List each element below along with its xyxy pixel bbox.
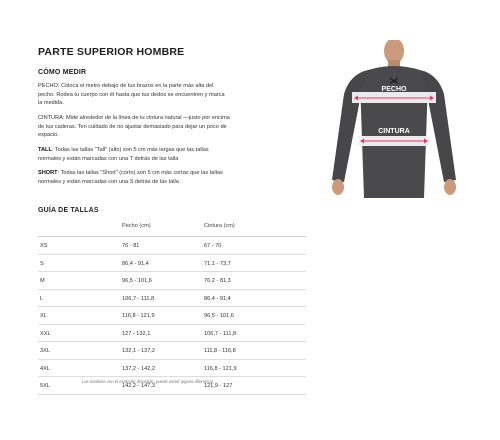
chest-cell: 132,1 - 137,2 [122,348,155,354]
size-cell: 3XL [40,348,50,354]
short-instructions [38,169,300,186]
waist-cell: 106,7 - 111,8 [204,330,237,337]
waist-cell: 76,2 - 81,3 [204,278,231,284]
size-cell: S [40,260,44,267]
size-table [38,222,306,395]
chest-cell: 127 - 132,1 [122,330,151,337]
model-photo [328,40,460,198]
short-line-1: normales y están marcadas con una S detrás de las talla [38,178,179,185]
chest-instructions [38,82,300,108]
size-cell: M [40,278,45,284]
table-row [38,307,306,325]
waist-line-1: de tus caderas. Ten cuidado de no ajustar demasiado para dejar un poco de [38,123,227,130]
chest-label: PECHO: [38,83,60,89]
size-cell: XS [40,243,48,249]
table-row [38,325,306,343]
chest-cell: 106,7 - 111,8 [122,295,155,302]
chest-cell: 76 - 81 [122,243,140,249]
tall-instructions [38,146,300,163]
tall-label: TALL [38,147,52,153]
col-header-chest: Pecho (cm) [122,223,151,229]
size-cell: L [40,295,44,302]
left-hand [332,179,344,195]
chest-line-2: la medida. [38,100,64,107]
waist-cell: 86,4 - 91,4 [204,295,231,302]
size-cell: 5XL [40,383,50,389]
size-guide-heading: GUÍA DE TALLAS [38,207,99,214]
tall-line-1: normales y están marcadas con una T detrás de las talla [38,155,179,162]
chest-cell: 137,2 - 142,2 [122,365,155,372]
waist-cell: 71,1 - 73,7 [204,260,231,267]
size-cell: XL [40,313,47,319]
table-row [38,342,306,360]
table-row [38,290,306,308]
chest-cell: 116,8 - 121,9 [122,313,155,319]
waist-photo-label: CINTURA [378,128,410,135]
chest-cell: 142,2 - 147,3 [122,383,155,389]
size-cell: 4XL [40,365,50,372]
waist-instructions [38,114,300,140]
waist-cell: 111,8 - 116,8 [204,348,236,354]
table-row [38,255,306,273]
waist-cell: 67 - 70 [204,243,222,249]
table-header [38,222,306,237]
how-to-measure-heading: CÓMO MEDIR [38,69,87,76]
waist-label: CINTURA: [38,115,65,121]
right-hand [444,179,456,195]
table-row [38,272,306,290]
waist-cell: 121,9 - 127 [204,383,233,389]
waist-line-2: espacio. [38,132,59,139]
tall-line-0: : Todas las tallas "Tall" (alto) son 5 cm más largas que las tallas [51,147,209,153]
table-row [38,360,306,378]
chest-photo-label: PECHO [381,86,407,93]
short-label: SHORT [38,170,58,176]
table-footnote: Las medidas son el estándar deseable, puede existir alguna diferencia. [82,379,214,384]
col-header-waist: Cintura (cm) [204,223,235,229]
chest-cell: 86,4 - 91,4 [122,260,149,267]
waist-cell: 116,8 - 121,9 [204,365,237,372]
waist-cell: 96,5 - 101,6 [204,313,234,319]
size-cell: XXL [40,330,51,337]
page-title: PARTE SUPERIOR HOMBRE [38,46,185,58]
chest-cell: 96,5 - 101,6 [122,278,152,284]
table-row [38,237,306,255]
chest-line-0: Coloca el metro debajo de tus brazos en la parte más alta del [61,83,214,89]
chest-line-1: pecho. Rodea tu cuerpo con él hasta que tus dedos se encuentren y marca [38,91,225,98]
waist-line-0: Mide alrededor de la línea de tu cintura natural —justo por encima [65,115,230,121]
short-line-0: : Todas las tallas "Short" (corto) son 5 cm más cortas que las tallas [57,170,223,176]
